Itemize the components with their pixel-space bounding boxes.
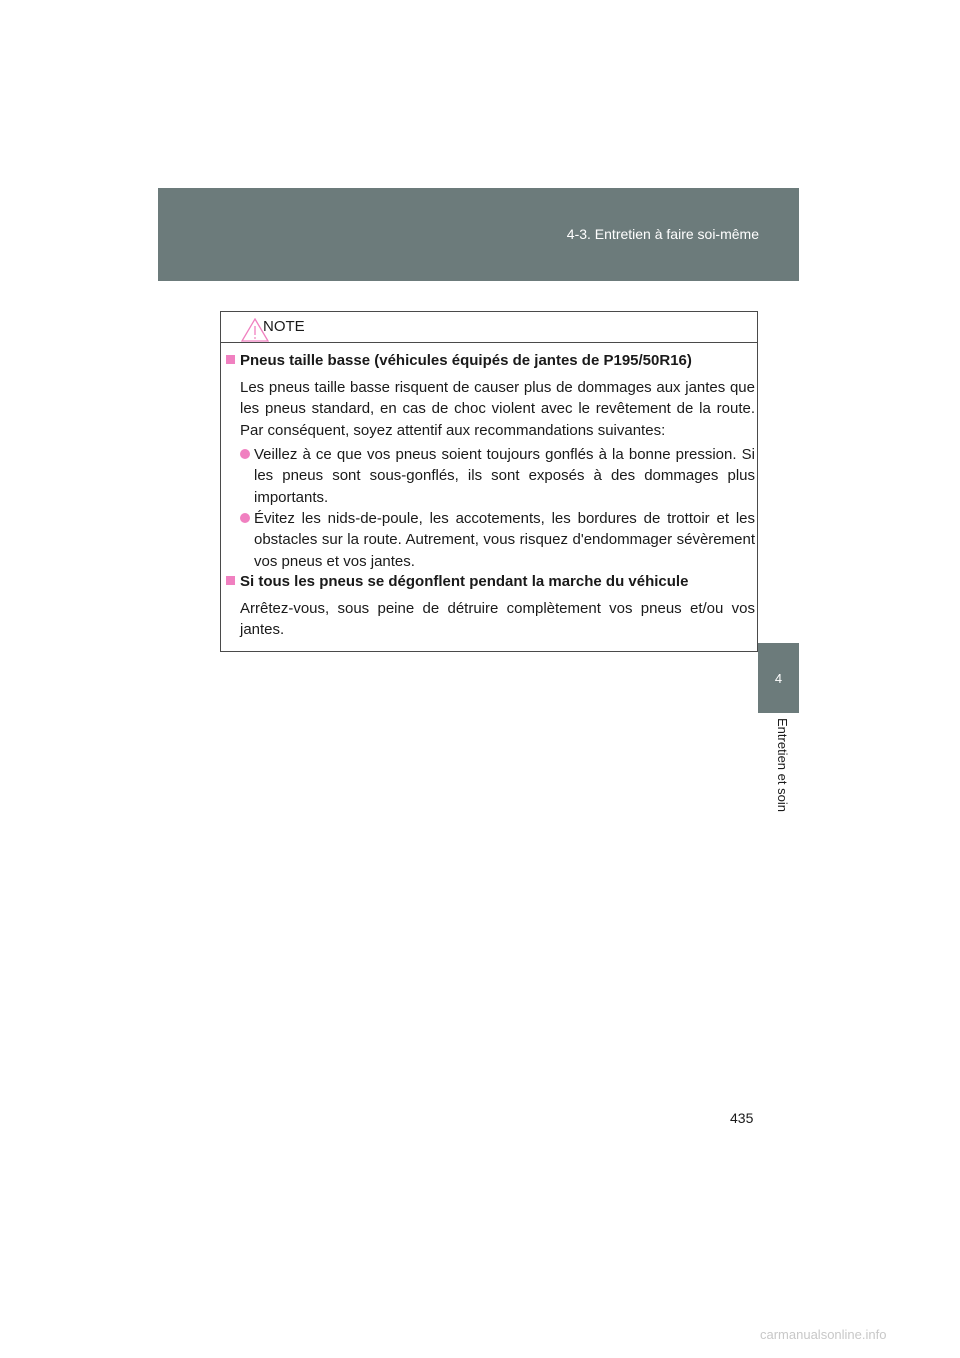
section-title: 4-3. Entretien à faire soi-même [566, 226, 759, 242]
chapter-number: 4 [774, 671, 783, 686]
square-bullet-icon [226, 355, 235, 364]
section-heading-text: Pneus taille basse (véhicules équipés de jantes de P195/50R16) [240, 352, 692, 369]
section-heading-low-profile [226, 352, 692, 369]
round-bullet-icon [240, 513, 250, 523]
bullet-text: Veillez à ce que vos pneus soient toujours gonflés à la bonne pression. Si les pneus sont sous-gonflés, ils sont exposés à des dommages plus importants. [254, 446, 755, 506]
chapter-label: Entretien et soin [775, 718, 790, 812]
paragraph-low-profile: Les pneus taille basse risquent de causer plus de dommages aux jantes que les pneus standard, en cas de choc violent avec le revêtement de la route. Par conséquent, soyez attentif aux recommandations suivantes: [240, 379, 755, 439]
square-bullet-icon [226, 576, 235, 585]
section-heading-deflated [226, 573, 688, 590]
chapter-tab [758, 643, 799, 713]
round-bullet-icon [240, 449, 250, 459]
note-box [220, 311, 758, 652]
paragraph-deflated: Arrêtez-vous, sous peine de détruire complètement vos pneus et/ou vos jantes. [240, 600, 755, 639]
bullet-text: Évitez les nids-de-poule, les accotements, les bordures de trottoir et les obstacles sur la route. Autrement, vous risquez d'endommager sévèrement vos pneus et vos jantes. [254, 510, 755, 570]
note-header [221, 312, 757, 343]
watermark: carmanualsonline.info [760, 1327, 887, 1342]
page-number: 435 [730, 1110, 754, 1126]
header-band [158, 188, 799, 281]
bullet-item [240, 508, 755, 572]
bullet-item [240, 444, 755, 508]
note-title: NOTE [263, 318, 305, 335]
section-heading-text: Si tous les pneus se dégonflent pendant la marche du véhicule [240, 573, 689, 590]
